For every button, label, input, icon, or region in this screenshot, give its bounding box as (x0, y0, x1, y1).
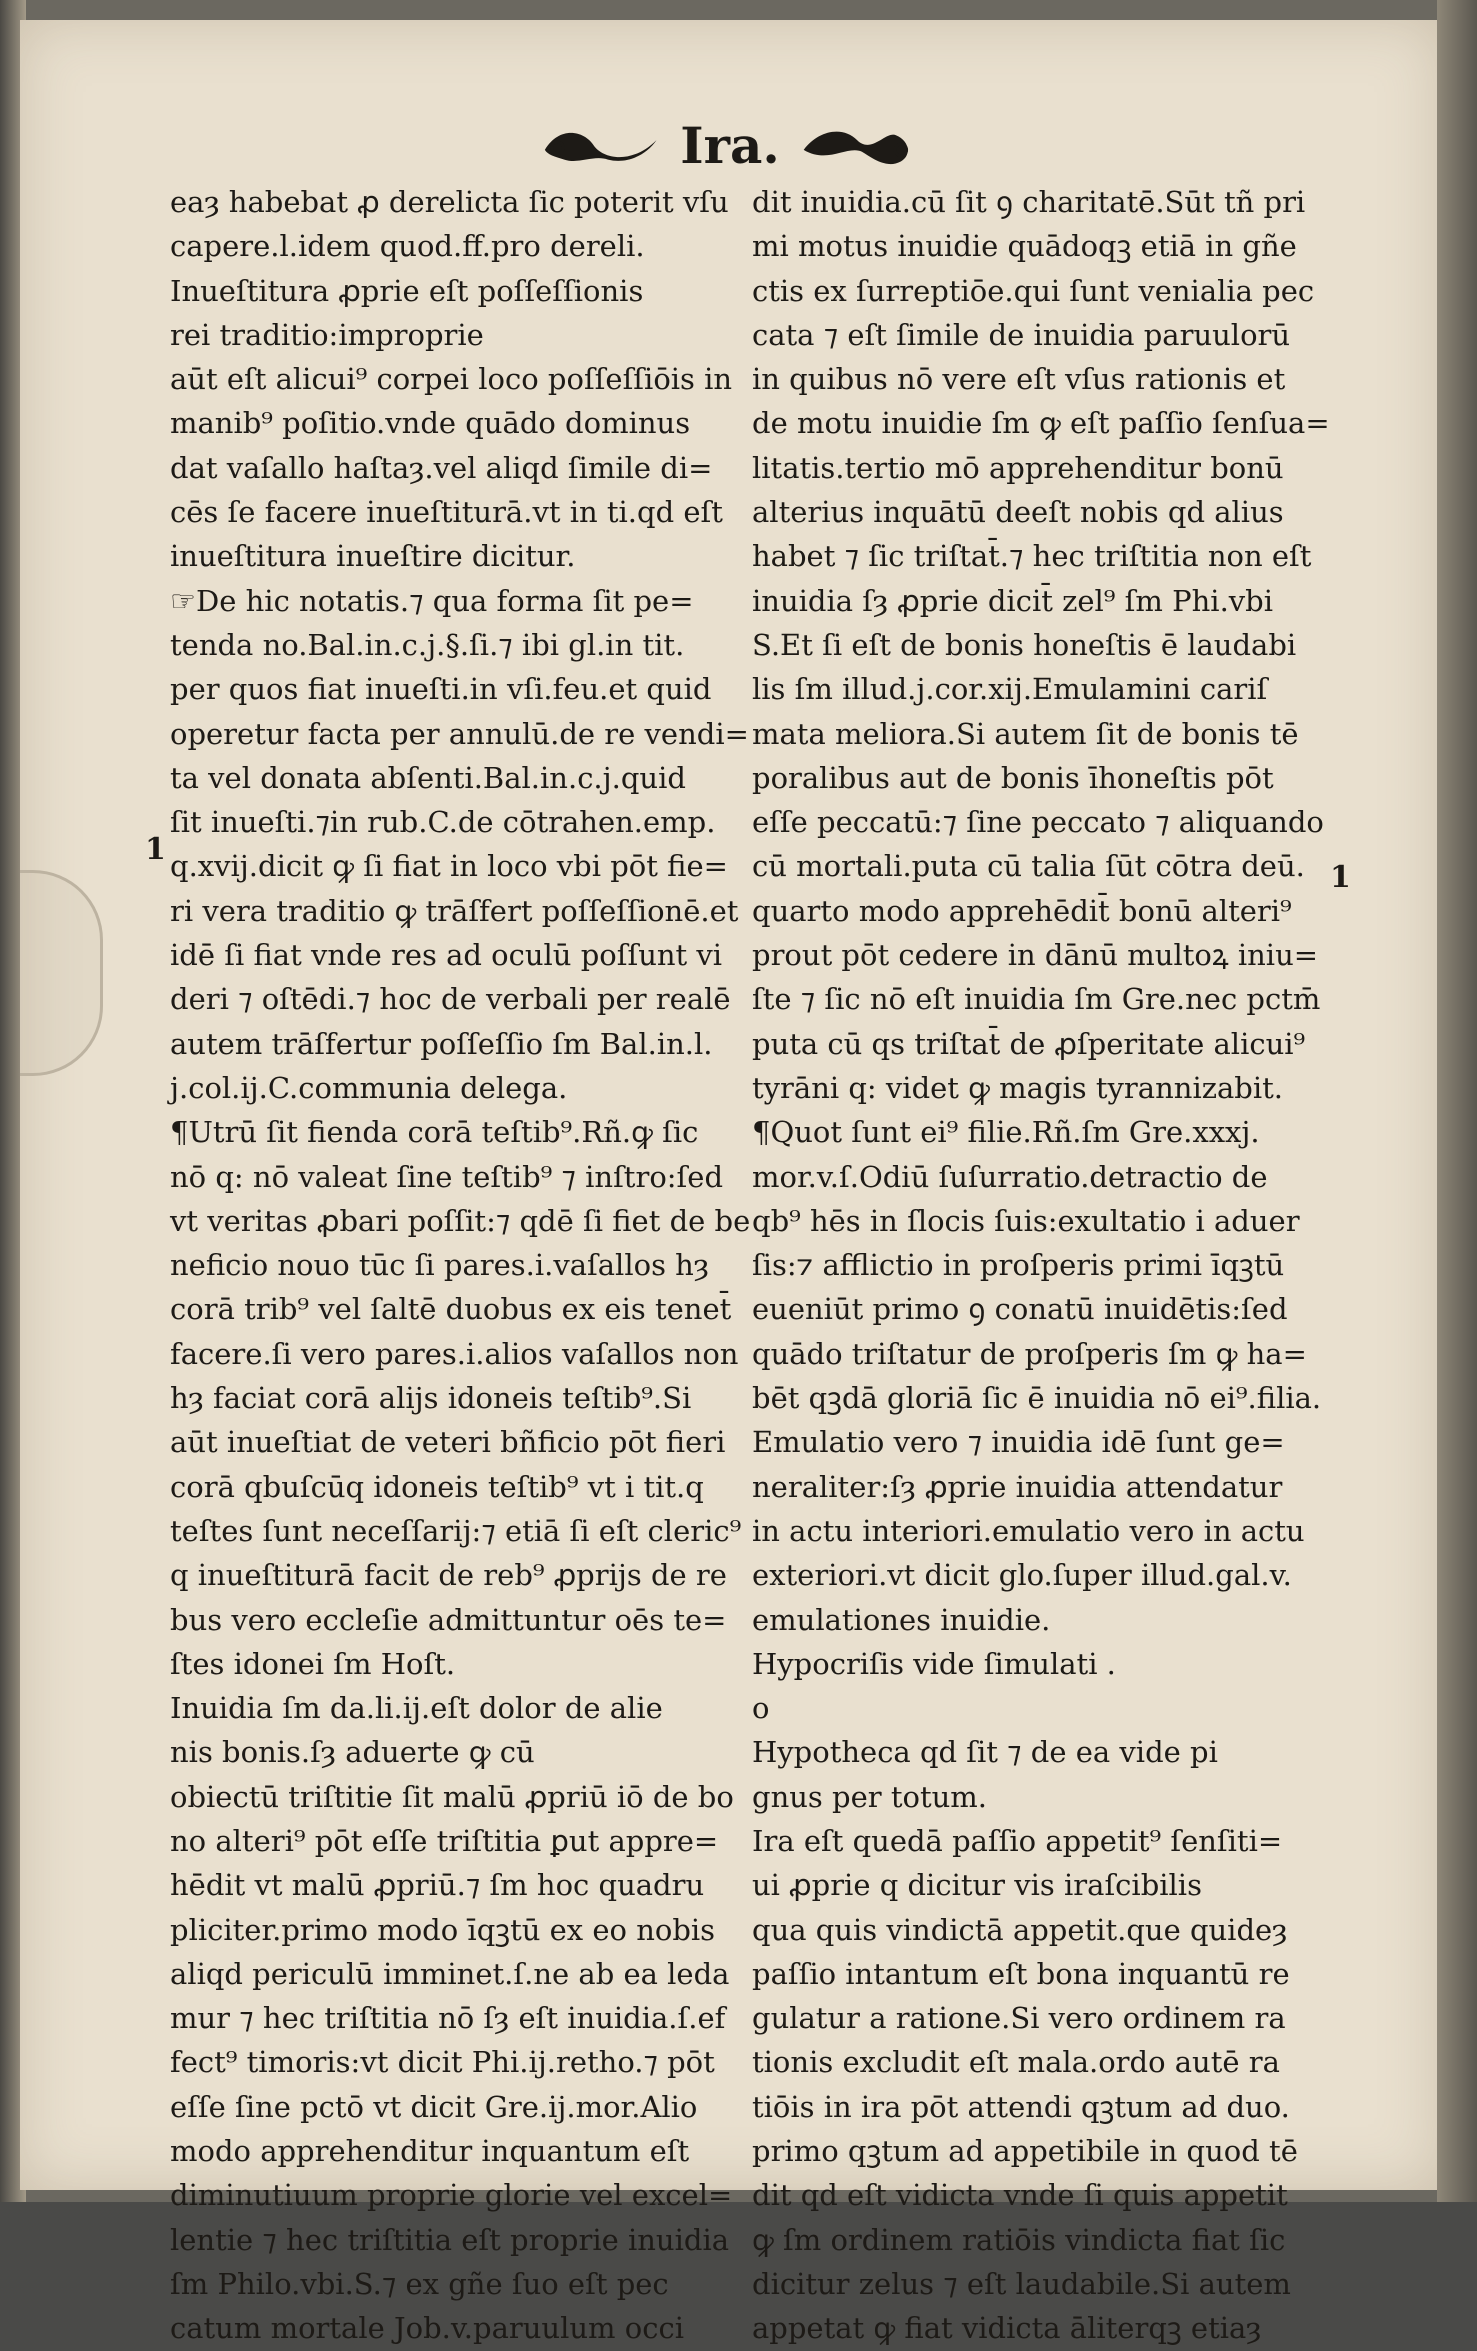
left-column-line: bus vero eccleſie admittuntur oēs te= (170, 1602, 727, 1637)
left-column-line: teſtes ſunt neceſſarij:⁊ etiā ſi eſt cleric⁹ (170, 1513, 742, 1548)
right-column-line: cū mortali.puta cū talia ſūt cōtra deū. (752, 849, 1305, 884)
right-column-line: litatis.tertio mō apprehenditur bonū (752, 450, 1284, 485)
right-column-line: paſſio intantum eſt bona inquantū re (752, 1956, 1290, 1991)
right-column-line: ctis ex ſurreptiōe.qui ſunt venialia pec (752, 273, 1315, 308)
left-column-line: aliqd periculū imminet.ſ.ne ab ea leda (170, 1956, 730, 1991)
left-column-line: facere.ſi vero pares.i.alios vaſallos non (170, 1336, 739, 1371)
right-column-line: ſis:⁊ afflictio in proſperis primi īqꝫtū (752, 1248, 1285, 1283)
left-column-line: modo apprehenditur inquantum eſt (170, 2134, 690, 2169)
left-column-line: deri ⁊ oſtēdi.⁊ hoc de verbali per realē (170, 982, 731, 1017)
right-column-line: ꝙ ſm ordinem ratiōis vindicta fiat ſic (752, 2222, 1286, 2257)
right-column-line: Hypocriſis vide ſimulati . (752, 1646, 1116, 1681)
right-column-line: exteriori.vt dicit glo.ſuper illud.gal.v. (752, 1558, 1292, 1593)
left-column-line: ſtes idonei ſm Hoſt. (170, 1646, 456, 1681)
left-column-line: ¶Utrū ſit fienda corā teſtib⁹.Rñ.ꝙ ſic (170, 1115, 699, 1150)
header-title: Ira. (680, 115, 780, 175)
right-column-line: tionis excludit eſt mala.ordo autē ra (752, 2045, 1280, 2080)
left-column-line: j.col.ij.C.communia delega. (170, 1070, 568, 1105)
right-column-line: qb⁹ hēs in ſlocis ſuis:exultatio i aduer (752, 1203, 1300, 1238)
left-column-line: capere.l.idem quod.ff.pro dereli. (170, 229, 645, 264)
right-column-line: tyrāni q: videt ꝙ magis tyrannizabit. (752, 1070, 1283, 1105)
right-column-line: quarto modo apprehēdit̄ bonū alteri⁹ (752, 893, 1292, 928)
right-column-line: mor.v.ſ.Odiū ſuſurratio.detractio de (752, 1159, 1268, 1194)
right-column-line: appetat ꝙ fiat vidicta āliterqꝫ etiaȝ (752, 2311, 1262, 2346)
right-column-line: gnus per totum. (752, 1779, 987, 1814)
left-column-line: corā trib⁹ vel ſaltē duobus ex eis tenet̄ (170, 1292, 732, 1327)
right-column-line: eſſe peccatū:⁊ ſine peccato ⁊ aliquando (752, 805, 1324, 840)
right-column-line: bēt qꝫdā gloriā ſic ē inuidia nō ei⁹.filia. (752, 1381, 1322, 1416)
left-column-line: q inueſtiturā facit de reb⁹ ꝓprijs de re (170, 1558, 727, 1593)
left-column-line: operetur facta per annulū.de re vendi= (170, 716, 749, 751)
right-column-line: lis ſm illud.j.cor.xij.Emulamini cariſ (752, 672, 1268, 707)
right-column-line: alterius inquātū deeſt nobis qd alius (752, 495, 1284, 530)
right-column-line: de motu inuidie ſm ꝙ eſt paſſio ſenſua= (752, 406, 1330, 441)
left-column-line: lentie ⁊ hec triſtitia eſt proprie inuidia (170, 2222, 730, 2257)
right-margin-mark: 1 (1330, 860, 1351, 895)
left-column-line: aūt eſt alicui⁹ corpei loco poſſeſſiōis in (170, 362, 733, 397)
left-column-line: eaȝ habebat ꝓ derelicta ſic poterit vſu (170, 185, 729, 219)
left-column-line: obiectū triſtitie ſit malū ꝓpriū iō de bo (170, 1779, 734, 1814)
right-column-line: S.Et ſi eſt de bonis honeſtis ē laudabi (752, 627, 1297, 662)
left-column-line: idē ſi fiat vnde res ad oculū poſſunt vi (170, 938, 723, 973)
left-margin-mark: 1 (145, 832, 166, 867)
left-column-line: mur ⁊ hec triſtitia nō ſȝ eſt inuidia.ſ.ef (170, 2001, 726, 2036)
right-column-line: mi motus inuidie quādoqꝫ etiā in gñe (752, 229, 1297, 264)
right-column-line: o (752, 1691, 770, 1726)
left-column-line: corā qbuſcūq idoneis teſtib⁹ vt i tit.q (170, 1469, 704, 1504)
left-column-line: autem trāſfertur poſſeſſio ſm Bal.in.l. (170, 1026, 713, 1061)
left-column-line: inueſtitura inueſtire dicitur. (170, 539, 576, 574)
left-column-line: eſſe ſine pctō vt dicit Gre.ij.mor.Alio (170, 2089, 698, 2124)
right-column-line: tiōis in ira pōt attendi qꝫtum ad duo. (752, 2089, 1290, 2124)
left-column-line: nis bonis.ſȝ aduerte ꝙ cū (170, 1735, 535, 1770)
right-column-line: eueniūt primo ꝯ conatū inuidētis:ſed (752, 1292, 1288, 1327)
left-column-line: ſm Philo.vbi.S.⁊ ex gñe ſuo eſt pec (170, 2266, 669, 2301)
right-column-line: gulatur a ratione.Si vero ordinem ra (752, 2001, 1286, 2036)
left-ornament-icon (540, 120, 666, 170)
right-column-line: primo qꝫtum ad appetibile in quod tē (752, 2134, 1298, 2169)
left-column-line: no alteri⁹ pōt eſſe triſtitia ꝑut appre= (170, 1823, 719, 1858)
right-column-line: prout pōt cedere in dānū multoꝝ iniu= (752, 938, 1319, 973)
left-column-line: tenda no.Bal.in.c.j.§.ſi.⁊ ibi gl.in tit. (170, 627, 685, 662)
right-column-line: Ira eſt quedā paſſio appetit⁹ ſenſiti= (752, 1823, 1283, 1858)
right-column-line: inuidia ſȝ ꝓprie dicit̄ zel⁹ ſm Phi.vbi (752, 583, 1274, 618)
right-column-line: qua quis vindictā appetit.que quideȝ (752, 1912, 1288, 1947)
right-column-line: neraliter:ſȝ ꝓprie inuidia attendatur (752, 1469, 1283, 1504)
right-column-line: habet ⁊ ſic triſtat̄.⁊ hec triſtitia non eſt (752, 539, 1312, 574)
right-column-line: in quibus nō vere eſt vſus rationis et (752, 362, 1286, 397)
right-column-line: Hypotheca qd ſit ⁊ de ea vide pi (752, 1735, 1218, 1770)
right-column-line: ſte ⁊ ſic nō eſt inuidia ſm Gre.nec pctm̄ (752, 982, 1321, 1017)
right-column-line: Emulatio vero ⁊ inuidia idē ſunt ge= (752, 1425, 1285, 1460)
right-column-line: mata meliora.Si autem ſit de bonis tē (752, 716, 1299, 751)
left-column-line: Inuidia ſm da.li.ij.eſt dolor de alie (170, 1691, 663, 1726)
right-column-line: dit inuidia.cū ſit ꝯ charitatē.Sūt tñ pri (752, 185, 1306, 219)
left-column-line: nō q: nō valeat ſine teſtib⁹ ⁊ inſtro:ſed (170, 1159, 724, 1194)
left-column-line: Inueſtitura ꝓprie eſt poſſeſſionis (170, 273, 644, 308)
left-column-line: catum mortale Job.v.paruulum occi (170, 2311, 684, 2346)
left-column-line: ri vera traditio ꝙ trāſfert poſſeſſionē.et (170, 893, 739, 928)
right-column-line: quādo triſtatur de proſperis ſm ꝙ ha= (752, 1336, 1307, 1371)
left-column-line: per quos fiat inueſti.in vſi.feu.et quid (170, 672, 712, 707)
page-stack-edge (1437, 0, 1477, 2202)
left-column-line: aūt inueſtiat de veteri bñficio pōt fieri (170, 1425, 726, 1460)
left-column-line: neficio nouo tūc ſi pares.i.vaſallos hȝ (170, 1248, 709, 1283)
left-column-line: vt veritas ꝓbari poſſit:⁊ qdē ſi fiet de be (170, 1203, 751, 1238)
right-column-line: puta cū qs triſtat̄ de ꝓſperitate alicui⁹ (752, 1026, 1306, 1061)
running-header (540, 110, 920, 180)
right-ornament-icon (794, 120, 920, 170)
left-column-line: diminutiuum proprie glorie vel excel= (170, 2178, 733, 2213)
right-column-line: cata ⁊ eſt ſimile de inuidia paruulorū (752, 317, 1291, 352)
right-column-line: dit qd eſt vidicta vnde ſi quis appetit (752, 2178, 1288, 2213)
left-column-line: hēdit vt malū ꝓpriū.⁊ ſm hoc quadru (170, 1868, 705, 1903)
left-column-line: ta vel donata abſenti.Bal.in.c.j.quid (170, 760, 686, 795)
left-column-line: manib⁹ poſitio.vnde quādo dominus (170, 406, 691, 441)
left-column-line: ſit inueſti.⁊in rub.C.de cōtrahen.emp. (170, 805, 716, 840)
right-column-line: emulationes inuidie. (752, 1602, 1051, 1637)
right-column-line: in actu interiori.emulatio vero in actu (752, 1513, 1305, 1548)
left-column-line: q.xvij.dicit ꝙ ſi fiat in loco vbi pōt fie= (170, 849, 728, 884)
left-column-line: rei traditio:improprie (170, 317, 484, 352)
left-text-column (170, 180, 750, 2351)
left-column-line: ☞De hic notatis.⁊ qua forma ſit pe= (170, 583, 694, 618)
right-text-column (752, 180, 1330, 2351)
right-column-line: ¶Quot ſunt ei⁹ filie.Rñ.ſm Gre.xxxj. (752, 1115, 1260, 1150)
right-column-line: dicitur zelus ⁊ eſt laudabile.Si autem (752, 2266, 1291, 2301)
page-clip-mark (20, 870, 103, 1076)
left-column-line: hȝ faciat corā alijs idoneis teſtib⁹.Si (170, 1381, 692, 1416)
left-column-line: cēs ſe facere inueſtiturā.vt in ti.qd eſt (170, 495, 723, 530)
left-column-line: pliciter.primo modo īqꝫtū ex eo nobis (170, 1912, 716, 1947)
left-column-line: dat vaſallo haſtaȝ.vel aliqd ſimile di= (170, 450, 713, 485)
right-column-line: poralibus aut de bonis īhoneſtis pōt (752, 760, 1274, 795)
right-column-line: ui ꝓprie q dicitur vis iraſcibilis (752, 1868, 1202, 1903)
left-column-line: fect⁹ timoris:vt dicit Phi.ij.retho.⁊ pōt (170, 2045, 715, 2080)
